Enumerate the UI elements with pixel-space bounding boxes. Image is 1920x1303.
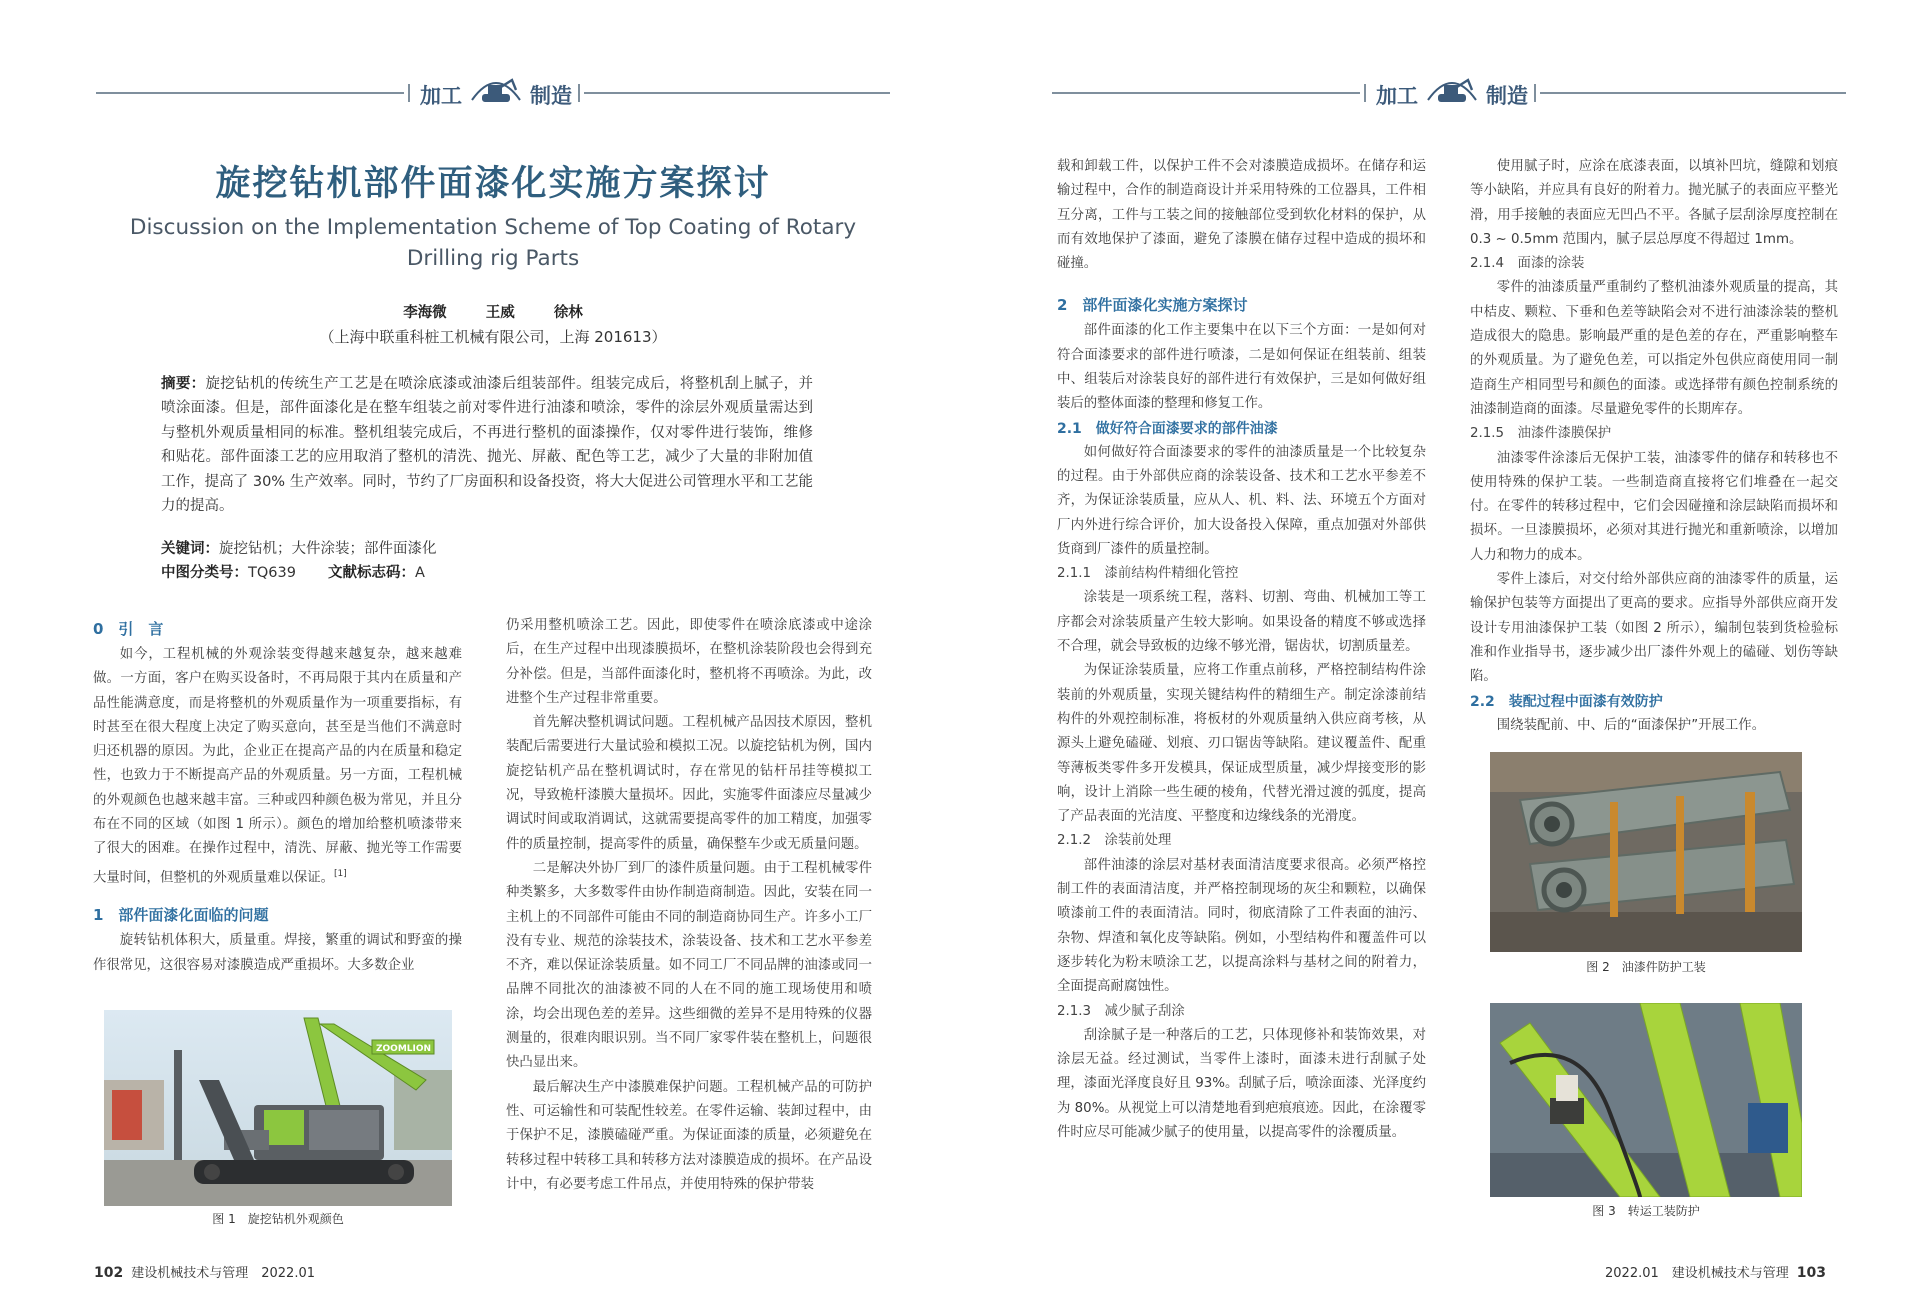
subsection-heading-2-1-3: 2.1.3 减少腻子刮涂 xyxy=(1057,1003,1185,1019)
paragraph: 为保证涂装质量，应将工作重点前移，严格控制结构件涂装前的外观质量，实现关键结构件的精细生产。制定涂漆前结构件的外观控制标准，将板材的外观质量纳入供应商考核，从源头上避免磕碰、划痕、刃口锯齿等缺陷。建议覆盖件、配重等薄板类零件多开发模具，保证成型质量，减少焊接变形的影响，设计上消除一些生硬的棱角，代替光滑过渡的弧度，提高了产品表面的光洁度、平整度和边缘线条的光滑度。 xyxy=(1057,663,1426,825)
paragraph: 零件上漆后，对交付给外部供应商的油漆零件的质量，运输保护包装等方面提出了更高的要求。应指导外部供应商开发设计专用油漆保护工装（如图 2 所示），编制包装到货检验标准和作业指导书，逐步减少出厂漆件外观上的磕碰、划伤等缺陷。 xyxy=(1470,572,1838,685)
header-rule-left xyxy=(1052,92,1360,94)
subsection-heading-2-1-4: 2.1.4 面漆的涂装 xyxy=(1470,256,1585,272)
title-en-line-2: Drilling rig Parts xyxy=(406,246,580,271)
author-name: 王威 xyxy=(485,305,515,321)
section-heading-implementation: 2 部件面漆化实施方案探讨 xyxy=(1057,296,1248,315)
figure-2-caption: 图 2 油漆件防护工装 xyxy=(1586,960,1706,974)
body-column-4 xyxy=(1470,155,1838,738)
figure-1-rotary-drilling-rig xyxy=(104,1010,452,1206)
keywords-text: 旋挖钻机；大件涂装；部件面漆化 xyxy=(219,541,437,557)
paragraph: 首先解决整机调试问题。工程机械产品因技术原因，整机装配后需要进行大量试验和模拟工况。以旋挖钻机为例，国内旋挖钻机产品在整机调试时，存在常见的钻杆吊挂等模拟工况，导致桅杆漆膜大量损坏。因此，实施零件面漆应尽量减少调试时间或取消调试，这就需要提高零件的加工精度，加强零件的质量控制，提高零件的质量，确保整车少或无质量问题。 xyxy=(506,715,872,852)
subsection-heading-2-1-2: 2.1.2 涂装前处理 xyxy=(1057,833,1172,849)
figure-3-transfer-fixture-protection xyxy=(1490,1003,1802,1197)
abstract xyxy=(161,372,813,518)
page-number: 103 xyxy=(1796,1265,1826,1281)
header-rule-left xyxy=(96,92,404,94)
paragraph: 使用腻子时，应涂在底漆表面，以填补凹坑，缝隙和划痕等小缺陷，并应具有良好的附着力。抛光腻子的表面应平整光滑，用手接触的表面应无凹凸不平。各腻子层刮涂厚度控制在 0.3 ~ 0.5mm 范围内，腻子层总厚度不得超过 1mm。 xyxy=(1470,159,1838,247)
right-page-header xyxy=(1052,78,1846,108)
paragraph: 载和卸载工件，以保护工件不会对漆膜造成损坏。在储存和运输过程中，合作的制造商设计并采用特殊的工位器具，工件相互分离，工件与工装之间的接触部位受到软化材料的保护，从而有效地保护了漆面，避免了漆膜在储存过程中造成的损坏和碰撞。 xyxy=(1057,159,1426,272)
title-en-line-1: Discussion on the Implementation Scheme of Top Coating of Rotary xyxy=(129,215,857,240)
drilling-rig-photo xyxy=(104,1010,452,1206)
subsection-heading-2-1-1: 2.1.1 漆前结构件精细化管控 xyxy=(1057,566,1239,582)
section-heading-introduction: 0 引 言 xyxy=(93,620,164,638)
body-column-1 xyxy=(93,610,462,978)
left-page-header xyxy=(96,78,890,108)
author-list xyxy=(96,301,890,322)
body-column-2 xyxy=(506,614,872,1197)
header-rule-right xyxy=(584,92,890,94)
header-label-processing: 加工 xyxy=(1376,84,1418,108)
keywords-block xyxy=(161,537,813,585)
paragraph: 如何做好符合面漆要求的零件的油漆质量是一个比较复杂的过程。由于外部供应商的涂装设备、技术和工艺水平参差不齐，为保证涂装质量，应从人、机、料、法、环境五个方面对厂内外进行综合评价，加大设备投入保障，重点加强对外部供货商到厂漆件的质量控制。 xyxy=(1057,444,1426,557)
paragraph: 零件的油漆质量严重制约了整机油漆外观质量的提高，其中桔皮、颗粒、下垂和色差等缺陷会对不进行油漆涂装的整机造成很大的隐患。影响最严重的是色差的存在，严重影响整车的外观质量。为了避免色差，可以指定外包供应商使用同一制造商生产相同型号和颜色的面漆。或选择带有颜色控制系统的油漆制造商的面漆。尽量避免零件的长期库存。 xyxy=(1470,280,1838,417)
paragraph: 部件面漆的化工作主要集中在以下三个方面：一是如何对符合面漆要求的部件进行喷漆，二是如何保证在组装前、组装中、组装后对涂装良好的部件进行有效保护，三是如何做好组装后的整体面漆的整理和修复工作。 xyxy=(1057,323,1426,412)
paragraph: 围绕装配前、中、后的“面漆保护”开展工作。 xyxy=(1496,717,1766,733)
classification-value: TQ639 xyxy=(248,565,296,581)
figure-1-caption: 图 1 旋挖钻机外观颜色 xyxy=(212,1212,344,1226)
brand-text: ZOOMLION xyxy=(376,1044,432,1054)
fixture-photo xyxy=(1490,752,1802,952)
journal-name: 建设机械技术与管理 2022.01 xyxy=(131,1266,315,1281)
section-heading-problems: 1 部件面漆化面临的问题 xyxy=(93,906,269,925)
subsection-heading-2-1: 2.1 做好符合面漆要求的部件油漆 xyxy=(1057,420,1278,437)
figure-2-paint-protection-fixture xyxy=(1490,752,1802,952)
paragraph: 二是解决外协厂到厂的漆件质量问题。由于工程机械零件种类繁多，大多数零件由协作制造商制造。因此，安装在同一主机上的不同部件可能由不同的制造商协同生产。许多小工厂没有专业、规范的涂装技术，涂装设备、技术和工艺水平参差不齐，难以保证涂装质量。如不同工厂不同品牌的油漆或同一品牌不同批次的油漆被不同的人在不同的施工现场使用和喷涂，均会出现色差的差异。这些细微的差异不是用特殊的仪器测量的，很难肉眼识别。当不同厂家零件装在整机上，问题很快凸显出来。 xyxy=(506,860,872,1071)
author-affiliation: （上海中联重科桩工机械有限公司，上海 201613） xyxy=(319,328,667,346)
document-code-value: A xyxy=(414,565,425,581)
header-rule-right xyxy=(1540,92,1846,94)
subsection-heading-2-2: 2.2 装配过程中面漆有效防护 xyxy=(1470,693,1663,710)
paragraph: 旋转钻机体积大，质量重。焊接，繁重的调试和野蛮的操作很常见，这很容易对漆膜造成严重损坏。大多数企业 xyxy=(93,933,462,973)
header-label-processing: 加工 xyxy=(420,84,462,108)
article-title-chinese: 旋挖钻机部件面漆化实施方案探讨 xyxy=(215,164,771,204)
paragraph: 最后解决生产中漆膜难保护问题。工程机械产品的可防护性、可运输性和可装配性较差。在零件运输、装卸过程中，由于保护不足，漆膜磕碰严重。为保证面漆的质量，必须避免在转移过程中转移工具和转移方法对漆膜造成的损坏。在产品设计中，有必要考虑工件吊点，并使用特殊的保护带装 xyxy=(506,1079,872,1192)
body-column-3 xyxy=(1057,155,1426,1145)
article-title-english xyxy=(96,212,890,274)
journal-name: 2022.01 建设机械技术与管理 xyxy=(1605,1266,1789,1281)
author-name: 徐林 xyxy=(553,305,583,321)
excavator-logo-icon xyxy=(1424,70,1480,110)
abstract-label: 摘要： xyxy=(161,376,206,392)
header-label-manufacturing: 制造 xyxy=(530,84,572,108)
paragraph: 如今，工程机械的外观涂装变得越来越复杂，越来越难做。一方面，客户在购买设备时，不再局限于其内在质量和产品性能满意度，而是将整机的外观质量作为一项重要指标，有时甚至在很大程度上决定了购买意向，甚至是当他们不满意时归还机器的原因。为此，企业正在提高产品的内在质量和稳定性，也致力于不断提高产品的外观质量。另一方面，工程机械的外观颜色也越来越丰富。三种或四种颜色极为常见，并且分布在不同的区域（如图 1 所示）。颜色的增加给整机喷漆带来了很大的困难。在操作过程中，清洗、屏蔽、抛光等工作需要大量时间，但整机的外观质量难以保证。 xyxy=(93,647,462,886)
header-divider xyxy=(408,84,410,102)
subsection-heading-2-1-5: 2.1.5 油漆件漆膜保护 xyxy=(1470,426,1612,442)
header-divider xyxy=(1364,84,1366,102)
header-divider xyxy=(578,84,580,102)
paragraph: 刮涂腻子是一种落后的工艺，只体现修补和装饰效果，对涂层无益。经过测试，当零件上漆时，面漆未进行刮腻子处理，漆面光泽度良好且 93%。刮腻子后，喷涂面漆、光泽度约为 80%。从视觉上可以清楚地看到疤痕痕迹。因此，在涂覆零件时应尽可能减少腻子的使用量，以提高零件的涂覆质量。 xyxy=(1057,1027,1426,1140)
reference-marker: [1] xyxy=(334,868,347,879)
paragraph: 油漆零件涂漆后无保护工装，油漆零件的储存和转移也不使用特殊的保护工装。一些制造商直接将它们堆叠在一起交付。在零件的转移过程中，它们会因碰撞和涂层缺陷而损坏和损坏。一旦漆膜损坏，必须对其进行抛光和重新喷涂，以增加人力和物力的成本。 xyxy=(1470,450,1838,563)
header-divider xyxy=(1534,84,1536,102)
page-number: 102 xyxy=(94,1265,124,1281)
author-name: 李海微 xyxy=(403,305,447,321)
transfer-photo xyxy=(1490,1003,1802,1197)
paragraph: 部件油漆的涂层对基材表面清洁度要求很高。必须严格控制工件的表面清洁度，并严格控制现场的灰尘和颗粒，以确保喷漆前工件的表面清洁。同时，彻底清除了工件表面的油污、杂物、焊渣和氧化皮等缺陷。例如，小型结构件和覆盖件可以逐步转化为粉末喷涂工艺，以提高涂料与基材之间的附着力，全面提高耐腐蚀性。 xyxy=(1057,857,1426,995)
header-label-manufacturing: 制造 xyxy=(1486,84,1528,108)
left-page-footer xyxy=(86,1262,315,1281)
abstract-text: 旋挖钻机的传统生产工艺是在喷涂底漆或油漆后组装部件。组装完成后，将整机刮上腻子，并喷涂面漆。但是，部件面漆化是在整车组装之前对零件进行油漆和喷涂，零件的涂层外观质量需达到与整机外观质量相同的标准。整机组装完成后，不再进行整机的面漆操作，仅对零件进行装饰，维修和贴花。部件面漆工艺的应用取消了整机的清洗、抛光、屏蔽、配色等工艺，减少了大量的非附加值工作，提高了 30% 生产效率。同时，节约了厂房面积和设备投资，将大大促进公司管理水平和工艺能力的提高。 xyxy=(161,376,814,515)
right-page-footer xyxy=(1605,1262,1834,1281)
paragraph: 涂装是一项系统工程，落料、切割、弯曲、机械加工等工序都会对涂装质量产生较大影响。如果设备的精度不够或选择不合理，就会导致板的边缘不够光滑，锯齿状，切割质量差。 xyxy=(1057,590,1426,655)
document-code-label: 文献标志码： xyxy=(327,565,415,581)
excavator-logo-icon xyxy=(468,70,524,110)
paragraph: 仍采用整机喷涂工艺。因此，即使零件在喷涂底漆或中途涂后，在生产过程中出现漆膜损坏，在整机涂装阶段也会得到充分补偿。但是，当部件面漆化时，整机将不再喷涂。为此，改进整个生产过程非常重要。 xyxy=(506,618,872,706)
figure-3-caption: 图 3 转运工装防护 xyxy=(1592,1204,1700,1218)
classification-label: 中图分类号： xyxy=(161,565,248,581)
keywords-label: 关键词： xyxy=(161,541,219,557)
